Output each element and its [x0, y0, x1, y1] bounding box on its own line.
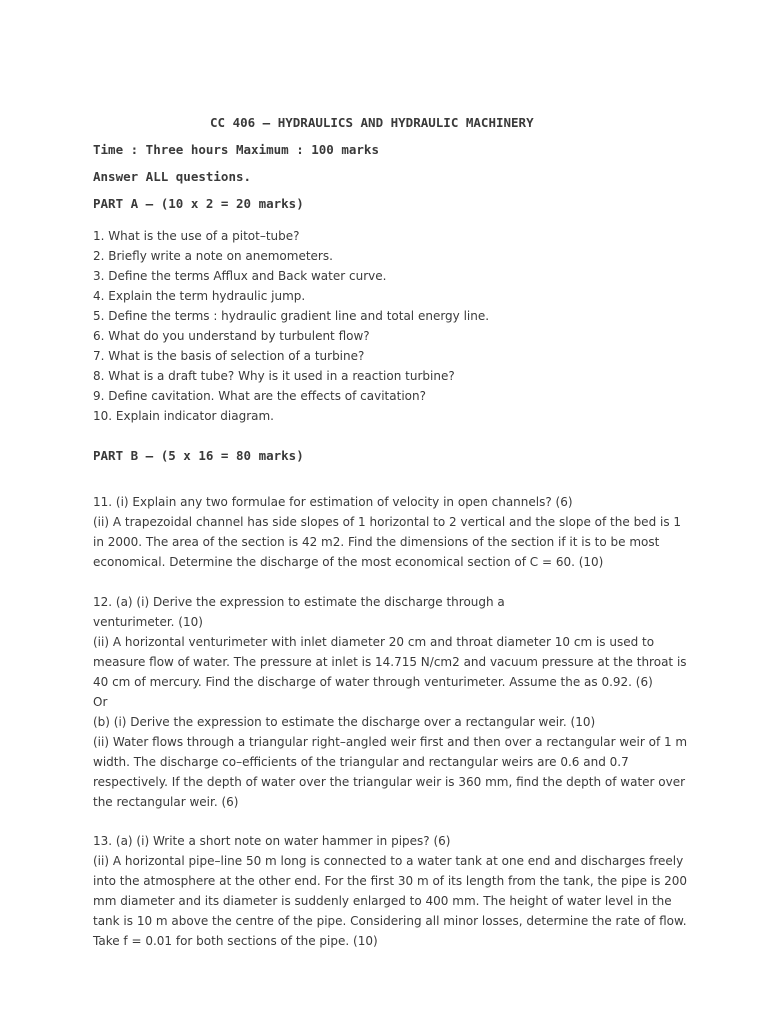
part-b-heading: PART B — (5 x 16 = 80 marks) [93, 448, 304, 463]
list-item: 10. Explain indicator diagram. [93, 409, 274, 423]
time-marks-line: Time : Three hours Maximum : 100 marks [93, 142, 379, 157]
instructions-line: Answer ALL questions. [93, 169, 252, 184]
question-line: width. The discharge co–efficients of the triangular and rectangular weirs are 0.6 and 0.7 [93, 755, 629, 769]
part-a-heading: PART A — (10 x 2 = 20 marks) [93, 196, 304, 211]
question-line: (b) (i) Derive the expression to estimate the discharge over a rectangular weir. (10) [93, 715, 596, 729]
question-11 [93, 492, 693, 572]
question-line: the rectangular weir. (6) [93, 795, 239, 809]
question-13 [93, 831, 693, 951]
list-item: 6. What do you understand by turbulent flow? [93, 329, 370, 343]
exam-title: CC 406 — HYDRAULICS AND HYDRAULIC MACHINERY [210, 115, 534, 130]
list-item: 8. What is a draft tube? Why is it used in a reaction turbine? [93, 369, 455, 383]
list-item: 2. Briefly write a note on anemometers. [93, 249, 333, 263]
question-line: economical. Determine the discharge of the most economical section of C = 60. (10) [93, 555, 604, 569]
question-line: (ii) A horizontal venturimeter with inlet diameter 20 cm and throat diameter 10 cm is used to [93, 635, 655, 649]
question-12 [93, 592, 693, 812]
question-line: venturimeter. (10) [93, 615, 203, 629]
question-line: tank is 10 m above the centre of the pipe. Considering all minor losses, determine the rate of flow. [93, 914, 687, 928]
question-line: 40 cm of mercury. Find the discharge of water through venturimeter. Assume the as 0.92. (6) [93, 675, 653, 689]
list-item: 7. What is the basis of selection of a turbine? [93, 349, 365, 363]
question-line: measure flow of water. The pressure at inlet is 14.715 N/cm2 and vacuum pressure at the throat is [93, 655, 687, 669]
list-item: 9. Define cavitation. What are the effects of cavitation? [93, 389, 426, 403]
list-item: 5. Define the terms : hydraulic gradient line and total energy line. [93, 309, 490, 323]
question-line: 13. (a) (i) Write a short note on water hammer in pipes? (6) [93, 834, 451, 848]
question-line: 12. (a) (i) Derive the expression to estimate the discharge through a [93, 595, 505, 609]
list-item: 3. Define the terms Afflux and Back water curve. [93, 269, 387, 283]
question-line: mm diameter and its diameter is suddenly enlarged to 400 mm. The height of water level in the [93, 894, 672, 908]
question-line: into the atmosphere at the other end. For the first 30 m of its length from the tank, the pipe is 200 [93, 874, 688, 888]
question-line: Or [93, 695, 108, 709]
list-item: 4. Explain the term hydraulic jump. [93, 289, 306, 303]
question-line: in 2000. The area of the section is 42 m2. Find the dimensions of the section if it is to be most [93, 535, 660, 549]
question-line: respectively. If the depth of water over the triangular weir is 360 mm, find the depth of water over [93, 775, 686, 789]
question-line: (ii) A horizontal pipe–line 50 m long is connected to a water tank at one end and discharges freely [93, 854, 684, 868]
question-line: 11. (i) Explain any two formulae for estimation of velocity in open channels? (6) [93, 495, 573, 509]
list-item: 1. What is the use of a pitot–tube? [93, 229, 300, 243]
question-line: (ii) Water flows through a triangular right–angled weir first and then over a rectangular weir of 1 m [93, 735, 688, 749]
question-line: Take f = 0.01 for both sections of the pipe. (10) [93, 934, 378, 948]
question-line: (ii) A trapezoidal channel has side slopes of 1 horizontal to 2 vertical and the slope of the bed is 1 [93, 515, 682, 529]
part-a-question-list [93, 226, 489, 426]
